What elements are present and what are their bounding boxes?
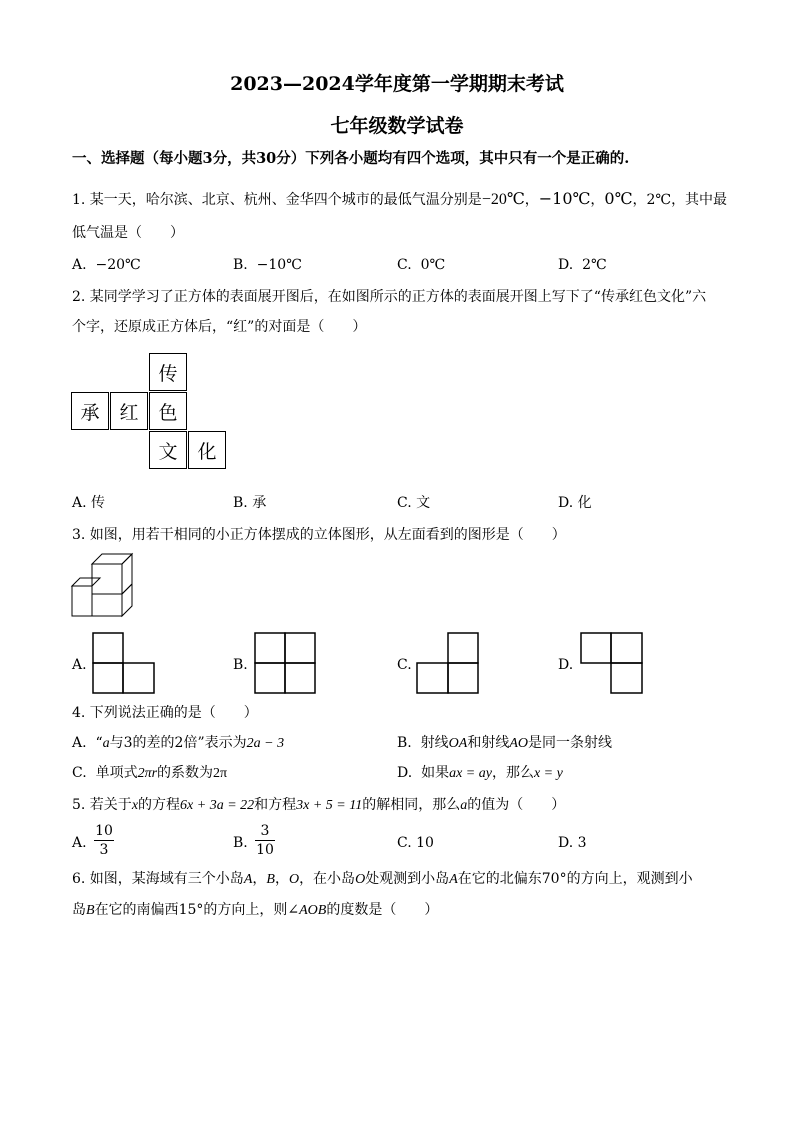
option-label: B. <box>397 735 412 751</box>
q6-text: 处观测到小岛 <box>365 871 450 887</box>
math-var: O <box>355 872 366 887</box>
option-text: 10 <box>416 835 434 851</box>
net-cell-cheng: 承 <box>71 392 109 430</box>
math-var: B <box>86 903 95 918</box>
option-text: ，那么 <box>491 765 534 781</box>
math-expr: 2πr <box>137 766 158 781</box>
math-var: a <box>102 736 110 751</box>
exam-subtitle: 七年级数学试卷 <box>330 115 464 137</box>
math-expr: 15° <box>178 902 204 918</box>
q3-text-line1: 3. 如图，用若干相同的小正方体摆成的立体图形，从左面看到的图形是（ ） <box>72 527 566 543</box>
net-cell-chuan: 传 <box>149 353 187 391</box>
q6-text: ，在小岛 <box>299 871 356 887</box>
option-label: D. <box>558 257 574 273</box>
q2-text-line2: 个字，还原成正方体后，“红”的对面是（ ） <box>72 319 367 335</box>
option-label: A. <box>72 735 87 751</box>
math-expr: x = y <box>533 766 563 781</box>
q6-text: 的度数是（ ） <box>326 902 439 918</box>
q6-text: 的方向上，则 <box>203 902 288 918</box>
math-expr: 70° <box>541 871 567 887</box>
q1-temp-4: 2℃ <box>646 192 672 208</box>
question-5 <box>72 796 565 815</box>
math-var: a <box>460 798 468 813</box>
q1-text: 1. 某一天，哈尔滨、北京、杭州、金华四个城市的最低气温分别是 <box>72 192 482 208</box>
net-cell-wen: 文 <box>149 431 187 469</box>
option-text: 的系数为 <box>157 765 214 781</box>
option-label: C. <box>72 765 87 781</box>
option-text: “ <box>95 735 103 751</box>
option-text: 传 <box>91 495 106 511</box>
option-label: A. <box>72 495 87 511</box>
q5-option-b-label: B. <box>233 835 248 851</box>
numerator: 10 <box>95 823 113 839</box>
q1-option-a <box>72 256 141 274</box>
option-label: C. <box>397 495 412 511</box>
option-text: 如果 <box>421 765 450 781</box>
q1-temp-1: −20℃ <box>481 191 525 208</box>
q2-option-a <box>72 494 105 512</box>
option-text: 射线 <box>420 735 449 751</box>
q5-option-c <box>397 834 434 852</box>
net-cell-hua: 化 <box>188 431 226 469</box>
q5-text: 的值为（ ） <box>467 797 566 813</box>
q3-option-d-figure <box>580 632 644 694</box>
q4-option-c <box>72 764 227 783</box>
q6-text: 的方向上，观测到小 <box>566 871 693 887</box>
q1-sep: ， <box>632 192 647 208</box>
q1-option-d <box>558 256 607 274</box>
option-label: D. <box>558 835 574 851</box>
q5-text: 的方程 <box>138 797 181 813</box>
q6-text: ， <box>274 871 289 887</box>
q3-option-c-label: C. <box>397 657 412 673</box>
math-var: O <box>288 872 300 887</box>
cube-stack-figure <box>70 552 150 622</box>
question-1 <box>72 190 727 209</box>
option-text: 3 <box>577 835 587 851</box>
q3-option-d-label: D. <box>558 657 574 673</box>
q5-option-a-label: A. <box>72 835 87 851</box>
math-expr: 3x + 5 = 11 <box>296 798 363 813</box>
option-text: 和射线 <box>467 735 510 751</box>
net-cell-hong: 红 <box>110 392 148 430</box>
q3-option-b-label: B. <box>233 657 248 673</box>
math-var: A <box>243 872 253 887</box>
math-var: AO <box>509 736 528 751</box>
option-label: D. <box>397 765 413 781</box>
q1-tail: ，其中最 <box>671 192 728 208</box>
option-label: D. <box>558 495 574 511</box>
net-cell-se: 色 <box>149 392 187 430</box>
option-text: 化 <box>577 495 592 511</box>
q6-text: 在它的南偏西 <box>94 902 179 918</box>
option-text: −10℃ <box>256 257 302 273</box>
q2-option-d <box>558 494 592 512</box>
math-expr: ax = ay <box>449 766 492 781</box>
math-expr: 6x + 3a = 22 <box>180 798 255 813</box>
math-var: B <box>266 872 275 887</box>
q6-text-line1 <box>72 870 693 889</box>
fraction-bar <box>255 840 275 841</box>
math-var: OA <box>448 736 468 751</box>
q5-option-a-fraction <box>94 823 114 858</box>
q6-text-line2 <box>72 901 438 920</box>
option-text: −20℃ <box>95 257 141 273</box>
q1-sep: ， <box>590 192 605 208</box>
option-label: C. <box>397 257 412 273</box>
q6-text: ， <box>252 871 267 887</box>
math-var: x <box>131 798 139 813</box>
q3-option-b-figure <box>254 632 316 694</box>
option-text: 2℃ <box>582 257 607 273</box>
fraction-bar <box>94 840 114 841</box>
q2-option-c <box>397 494 430 512</box>
q1-option-c <box>397 256 445 274</box>
q4-option-b <box>397 734 612 753</box>
numerator: 3 <box>260 823 270 839</box>
option-label: B. <box>233 257 248 273</box>
math-expr: ∠AOB <box>287 903 327 918</box>
math-expr: 2a − 3 <box>246 736 285 751</box>
q5-text: 5. 若关于 <box>72 797 132 813</box>
option-text: 与3的差的2倍”表示为 <box>109 735 247 751</box>
option-text: 承 <box>252 495 267 511</box>
denominator: 3 <box>99 842 109 858</box>
option-text: 单项式 <box>95 765 138 781</box>
q4-option-a <box>72 734 284 753</box>
q1-temp-2: −10℃ <box>538 189 591 208</box>
q5-text: 和方程 <box>254 797 297 813</box>
option-text: 是同一条射线 <box>528 735 612 751</box>
option-text: 0℃ <box>420 257 446 273</box>
q1-option-b <box>233 256 302 274</box>
q3-option-c-figure <box>416 632 480 694</box>
q4-text-line1: 4. 下列说法正确的是（ ） <box>72 705 258 721</box>
option-label: C. <box>397 835 412 851</box>
math-var: A <box>449 872 458 887</box>
option-text: 文 <box>416 495 431 511</box>
q6-text: 6. 如图，某海域有三个小岛 <box>72 871 244 887</box>
option-label: A. <box>72 257 87 273</box>
q5-text: 的解相同，那么 <box>362 797 461 813</box>
q1-text-line2: 低气温是（ ） <box>72 225 184 241</box>
q1-sep: ， <box>524 192 539 208</box>
option-label: B. <box>233 495 248 511</box>
section-heading: 一、选择题（每小题3分，共30分）下列各小题均有四个选项，其中只有一个是正确的. <box>72 150 630 167</box>
q3-option-a-figure <box>92 632 156 694</box>
q6-text: 岛 <box>72 902 86 918</box>
q3-option-a-label: A. <box>72 657 87 673</box>
q4-option-d <box>397 764 563 783</box>
q1-temp-3: 0℃ <box>604 189 633 208</box>
q2-option-b <box>233 494 266 512</box>
q5-option-d <box>558 834 587 852</box>
q2-text-line1: 2. 某同学学习了正方体的表面展开图后，在如图所示的正方体的表面展开图上写下了“传承红色文化”六 <box>72 289 707 305</box>
denominator: 10 <box>256 842 274 858</box>
exam-title: 2023—2024学年度第一学期期末考试 <box>230 73 564 95</box>
math-expr: 2π <box>213 766 228 781</box>
q6-text: 在它的北偏东 <box>457 871 542 887</box>
q5-option-b-fraction <box>255 823 275 858</box>
